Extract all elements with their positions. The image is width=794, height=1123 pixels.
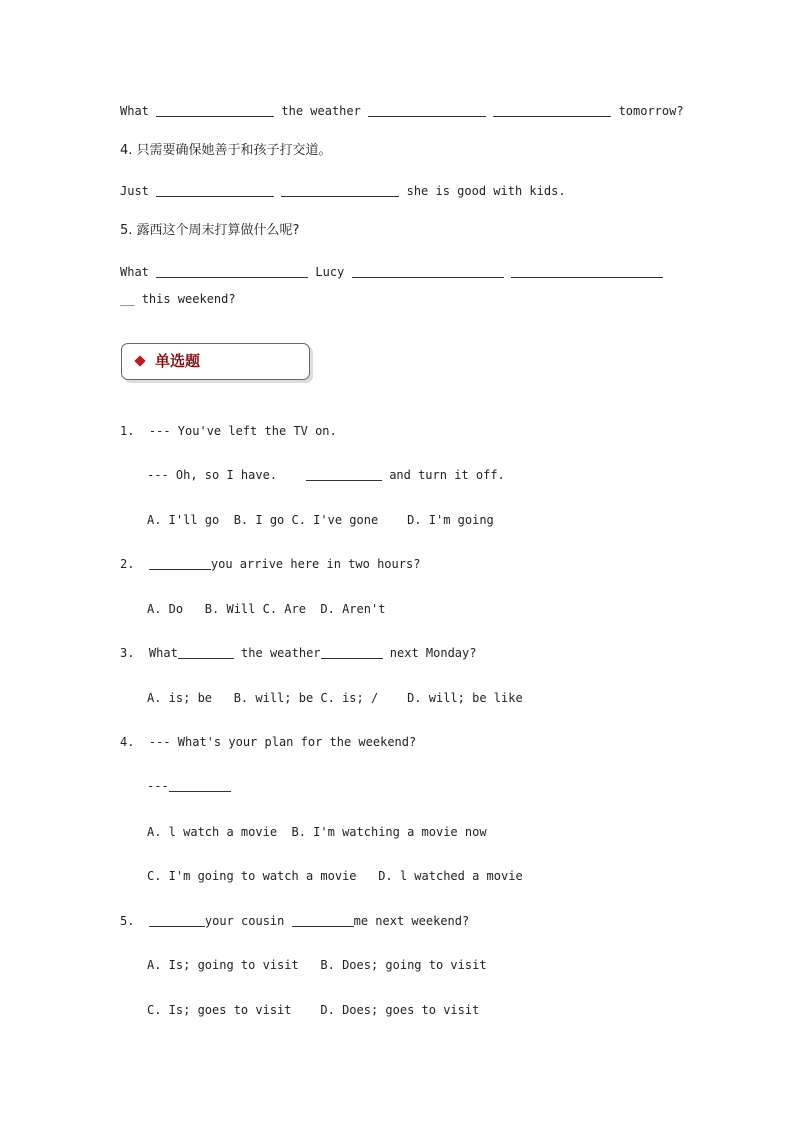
answer-blank[interactable] [156, 104, 274, 117]
question-stem: --- What's your plan for the weekend? [148, 735, 417, 749]
question-stem: What [148, 646, 178, 660]
mc-question-2 [120, 556, 420, 572]
reply-text: --- [147, 779, 169, 793]
answer-blank[interactable] [292, 914, 354, 927]
section-title: 单选题 [155, 352, 201, 370]
mc-q4-options-row1: A. l watch a movie B. I'm watching a movie now [147, 825, 487, 839]
answer-blank[interactable] [281, 184, 399, 197]
question-number: 5. [120, 914, 135, 928]
mc-q4-reply [147, 778, 231, 794]
mc-q2-options: A. Do B. Will C. Are D. Aren't [147, 602, 386, 616]
answer-blank[interactable] [156, 265, 308, 278]
mc-question-5 [120, 913, 469, 929]
fill-q5-word: this weekend? [141, 292, 236, 306]
mc-question-3 [120, 645, 476, 661]
question-stem: your cousin [204, 914, 285, 928]
answer-blank[interactable] [493, 104, 611, 117]
mc-q3-options: A. is; be B. will; be C. is; / D. will; be like [147, 691, 523, 705]
question-number: 1. [120, 424, 135, 438]
question-number: 2. [120, 557, 135, 571]
fill-q3-word: tomorrow? [618, 104, 684, 118]
answer-blank[interactable] [306, 468, 382, 481]
fill-q5-word: Lucy [315, 265, 345, 279]
answer-blank[interactable] [368, 104, 486, 117]
mc-q1-options: A. I'll go B. I go C. I've gone D. I'm going [147, 513, 494, 527]
reply-text: --- Oh, so I have. [147, 468, 278, 482]
answer-blank[interactable] [156, 184, 274, 197]
answer-blank[interactable] [149, 557, 211, 570]
fill-q3-word: the weather [281, 104, 361, 118]
mc-q1-reply [147, 467, 505, 483]
fill-q4-word: Just [120, 184, 149, 198]
question-stem: you arrive here in two hours? [210, 557, 421, 571]
fill-q5-word: __ [120, 292, 135, 306]
reply-text: and turn it off. [389, 468, 505, 482]
question-stem: --- You've left the TV on. [148, 424, 337, 438]
mc-question-4 [120, 734, 416, 750]
question-stem: the weather [241, 646, 321, 660]
mc-q5-options-row2: C. Is; goes to visit D. Does; goes to visit [147, 1003, 480, 1017]
fill-q3-line [120, 103, 684, 119]
fill-q3-word: What [120, 104, 149, 118]
question-stem: next Monday? [389, 646, 477, 660]
fill-q4-chinese: 4. 只需要确保她善于和孩子打交道。 [120, 143, 332, 158]
answer-blank[interactable] [169, 779, 231, 792]
fill-q5-line-cont [120, 291, 236, 307]
mc-question-1 [120, 423, 337, 439]
question-number: 4. [120, 735, 135, 749]
fill-q4-line [120, 183, 566, 199]
fill-q5-word: What [120, 265, 149, 279]
fill-q5-chinese: 5. 露西这个周末打算做什么呢? [120, 223, 300, 238]
answer-blank[interactable] [149, 914, 205, 927]
answer-blank[interactable] [352, 265, 504, 278]
mc-q4-options-row2: C. I'm going to watch a movie D. l watched a movie [147, 869, 523, 883]
answer-blank[interactable] [321, 646, 383, 659]
section-header-box [121, 343, 310, 380]
answer-blank[interactable] [178, 646, 234, 659]
question-number: 3. [120, 646, 135, 660]
mc-q5-options-row1: A. Is; going to visit B. Does; going to visit [147, 958, 487, 972]
question-stem: me next weekend? [353, 914, 470, 928]
fill-q4-word: she is good with kids. [406, 184, 566, 198]
answer-blank[interactable] [511, 265, 663, 278]
fill-q5-line [120, 264, 663, 280]
